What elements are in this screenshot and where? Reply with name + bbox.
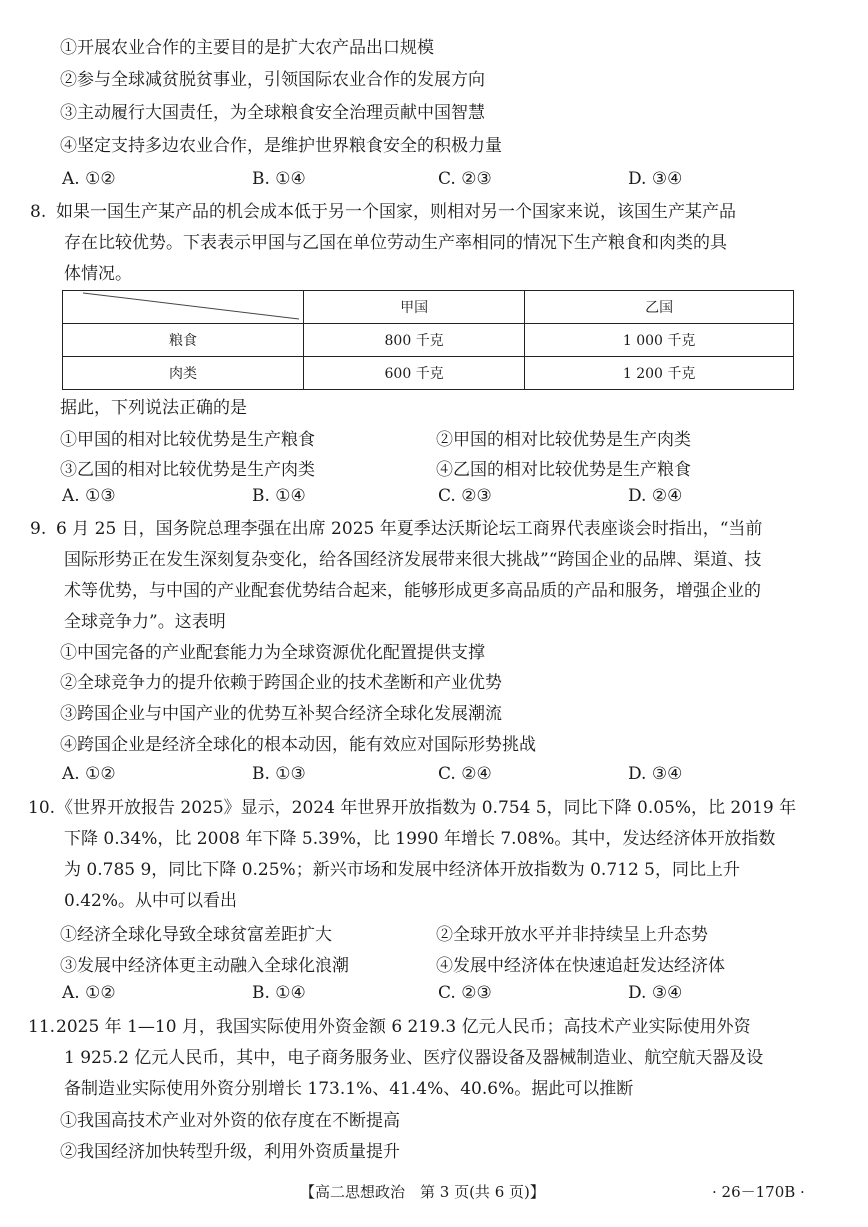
- q8-statement-3: ③乙国的相对比较优势是生产肉类: [60, 460, 315, 480]
- q11-statement-2: ②我国经济加快转型升级，利用外资质量提升: [60, 1142, 400, 1162]
- comparison-table: [62, 290, 794, 390]
- table-cell: 1 000 千克: [525, 324, 794, 357]
- q10-stem-line-1: 《世界开放报告 2025》显示，2024 年世界开放指数为 0.754 5，同比下降 0.05%，比 2019 年: [56, 798, 797, 818]
- q8-stem-line-2: 存在比较优势。下表表示甲国与乙国在单位劳动生产率相同的情况下生产粮食和肉类的具: [64, 233, 727, 253]
- q7-option-b: B. ①④: [252, 169, 306, 189]
- q8-statement-1: ①甲国的相对比较优势是生产粮食: [60, 430, 315, 450]
- q9-number: 9.: [30, 519, 47, 539]
- q9-option-b: B. ①③: [252, 764, 306, 784]
- q7-statement-2: ②参与全球减贫脱贫事业，引领国际农业合作的发展方向: [60, 70, 485, 90]
- q10-statement-2: ②全球开放水平并非持续呈上升态势: [436, 925, 708, 945]
- q9-stem-line-3: 术等优势，与中国的产业配套优势结合起来，能够形成更多高品质的产品和服务，增强企业的: [64, 581, 761, 601]
- q7-statement-4: ④坚定支持多边农业合作，是维护世界粮食安全的积极力量: [60, 136, 502, 156]
- q9-stem-line-4: 全球竞争力”。这表明: [64, 612, 226, 632]
- q9-statement-1: ①中国完备的产业配套能力为全球资源优化配置提供支撑: [60, 643, 485, 663]
- q8-prompt: 据此，下列说法正确的是: [60, 398, 247, 418]
- q8-statements-row-1: [60, 425, 820, 449]
- q11-stem-line-2: 1 925.2 亿元人民币，其中，电子商务服务业、医疗仪器设备及器械制造业、航空航天器及设: [64, 1048, 764, 1068]
- table-header-row: [63, 291, 794, 324]
- q8-option-c: C. ②③: [438, 486, 492, 506]
- table-cell: 1 200 千克: [525, 357, 794, 390]
- q11-stem-line-3: 备制造业实际使用外资分别增长 173.1%、41.4%、40.6%。据此可以推断: [64, 1079, 634, 1099]
- q10-statement-3: ③发展中经济体更主动融入全球化浪潮: [60, 956, 349, 976]
- table-cell: 600 千克: [304, 357, 525, 390]
- q9-option-c: C. ②④: [438, 764, 492, 784]
- table-header-country-a: 甲国: [304, 291, 525, 324]
- table-cell-label: 肉类: [63, 357, 304, 390]
- q10-statements-row-2: [60, 951, 820, 975]
- q8-number: 8.: [30, 202, 47, 222]
- q10-statements-row-1: [60, 920, 820, 944]
- q9-option-d: D. ③④: [628, 764, 683, 784]
- q7-options: [62, 169, 822, 193]
- q10-statement-4: ④发展中经济体在快速追赶发达经济体: [436, 956, 725, 976]
- q10-number: 10.: [28, 798, 56, 818]
- q9-statement-4: ④跨国企业是经济全球化的根本动因，能有效应对国际形势挑战: [60, 735, 536, 755]
- table-cell-label: 粮食: [63, 324, 304, 357]
- page-footer-label: 【高二思想政治 第 3 页(共 6 页)】: [300, 1183, 545, 1201]
- diagonal-line-icon: [63, 291, 301, 321]
- q9-statement-3: ③跨国企业与中国产业的优势互补契合经济全球化发展潮流: [60, 704, 502, 724]
- q7-statement-1: ①开展农业合作的主要目的是扩大农产品出口规模: [60, 38, 434, 58]
- q8-option-d: D. ②④: [628, 486, 683, 506]
- q9-option-a: A. ①②: [62, 764, 116, 784]
- table-cell: 800 千克: [304, 324, 525, 357]
- q10-option-b: B. ①④: [252, 983, 306, 1003]
- table-row: [63, 324, 794, 357]
- q10-options: [62, 983, 822, 1007]
- q9-stem-line-1: 6 月 25 日，国务院总理李强在出席 2025 年夏季达沃斯论坛工商界代表座谈会时指出，“当前: [56, 519, 763, 539]
- q9-statement-2: ②全球竞争力的提升依赖于跨国企业的技术垄断和产业优势: [60, 673, 502, 693]
- q10-stem-line-2: 下降 0.34%，比 2008 年下降 5.39%，比 1990 年增长 7.08%。其中，发达经济体开放指数: [64, 829, 776, 849]
- q11-number: 11.: [28, 1017, 56, 1037]
- q8-option-b: B. ①④: [252, 486, 306, 506]
- q7-option-d: D. ③④: [628, 169, 683, 189]
- table-corner-cell: [63, 291, 304, 324]
- q8-stem-line-1: 如果一国生产某产品的机会成本低于另一个国家，则相对另一个国家来说，该国生产某产品: [56, 202, 736, 222]
- q9-stem-line-2: 国际形势正在发生深刻复杂变化，给各国经济发展带来很大挑战”“跨国企业的品牌、渠道、技: [64, 550, 762, 570]
- q11-stem-line-1: 2025 年 1—10 月，我国实际使用外资金额 6 219.3 亿元人民币；高技术产业实际使用外资: [56, 1017, 751, 1037]
- q7-statement-3: ③主动履行大国责任，为全球粮食安全治理贡献中国智慧: [60, 103, 485, 123]
- table-row: [63, 357, 794, 390]
- q8-options: [62, 486, 822, 510]
- q8-statement-2: ②甲国的相对比较优势是生产肉类: [436, 430, 691, 450]
- page-footer-code: · 26－170B ·: [712, 1183, 805, 1201]
- q10-option-a: A. ①②: [62, 983, 116, 1003]
- q9-options: [62, 764, 822, 788]
- q11-statement-1: ①我国高技术产业对外资的依存度在不断提高: [60, 1111, 400, 1131]
- q10-stem-line-3: 为 0.785 9，同比下降 0.25%；新兴市场和发展中经济体开放指数为 0.712 5，同比上升: [64, 860, 740, 880]
- q10-stem-line-4: 0.42%。从中可以看出: [64, 891, 238, 911]
- q8-statement-4: ④乙国的相对比较优势是生产粮食: [436, 460, 691, 480]
- q7-option-c: C. ②③: [438, 169, 492, 189]
- q10-option-c: C. ②③: [438, 983, 492, 1003]
- q7-option-a: A. ①②: [62, 169, 116, 189]
- q8-statements-row-2: [60, 455, 820, 479]
- table-header-country-b: 乙国: [525, 291, 794, 324]
- q10-statement-1: ①经济全球化导致全球贫富差距扩大: [60, 925, 332, 945]
- q8-option-a: A. ①③: [62, 486, 116, 506]
- q10-option-d: D. ③④: [628, 983, 683, 1003]
- q8-stem-line-3: 体情况。: [64, 264, 132, 284]
